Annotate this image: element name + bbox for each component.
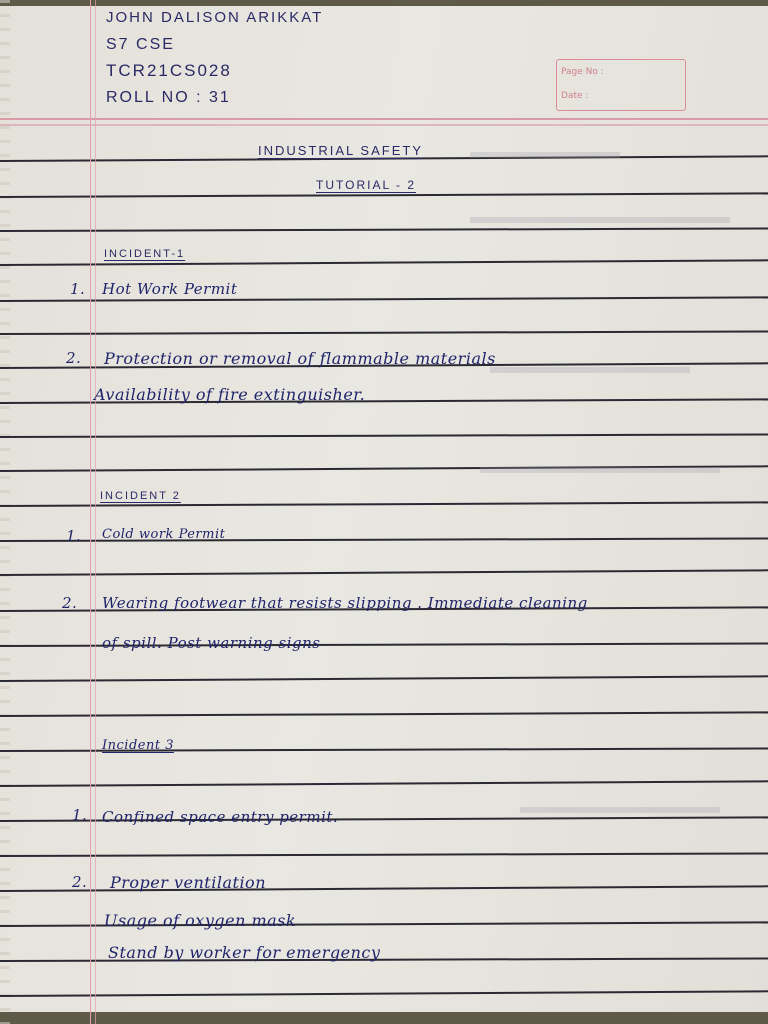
date-label: Date : bbox=[561, 91, 589, 101]
bleed-through-mark bbox=[480, 455, 720, 473]
register-number: TCR21CS028 bbox=[106, 61, 232, 80]
background-edge-bottom bbox=[0, 1012, 768, 1024]
ruled-line bbox=[0, 675, 768, 682]
bleed-through-mark bbox=[470, 205, 730, 223]
roll-number: ROLL NO : 31 bbox=[106, 89, 231, 106]
bleed-through-mark bbox=[520, 795, 720, 813]
ruled-line bbox=[0, 852, 768, 857]
incident-1-answer-1: Hot Work Permit bbox=[102, 280, 238, 298]
ruled-line bbox=[0, 711, 768, 717]
ruled-line bbox=[0, 227, 768, 232]
incident-2-answer-1: Cold work Permit bbox=[102, 527, 226, 542]
incident-1-heading: INCIDENT-1 bbox=[104, 248, 186, 260]
ruled-line bbox=[0, 780, 768, 787]
incident-3-heading: Incident 3 bbox=[102, 738, 174, 753]
top-margin-line bbox=[0, 118, 768, 120]
incident-1-answer-2-line-1: Protection or removal of flammable materials bbox=[104, 349, 496, 368]
answer-number: 1. bbox=[72, 806, 88, 824]
ruled-line bbox=[0, 501, 768, 507]
ruled-line bbox=[0, 433, 768, 438]
top-margin-line-2 bbox=[0, 124, 768, 126]
class-section: S7 CSE bbox=[106, 36, 175, 53]
binding-edge bbox=[0, 0, 10, 1024]
answer-number: 2. bbox=[62, 594, 78, 612]
ruled-line bbox=[0, 259, 768, 266]
answer-number: 1. bbox=[66, 527, 82, 545]
ruled-line bbox=[0, 569, 768, 576]
ruled-line bbox=[0, 192, 768, 198]
background-edge-top bbox=[0, 0, 768, 6]
tutorial-title: TUTORIAL - 2 bbox=[316, 178, 417, 192]
left-margin-line bbox=[90, 0, 91, 1024]
incident-2-answer-2-line-2: of spill. Post warning signs bbox=[102, 634, 321, 652]
incident-1-answer-2-line-2: Availability of fire extinguisher. bbox=[94, 385, 366, 404]
left-margin-line-2 bbox=[95, 0, 96, 1024]
answer-number: 1. bbox=[70, 280, 86, 298]
answer-number: 2. bbox=[72, 873, 88, 891]
page-no-label: Page No : bbox=[561, 67, 604, 77]
incident-3-answer-1: Confined space entry permit. bbox=[102, 808, 339, 826]
answer-number: 2. bbox=[66, 349, 82, 367]
incident-3-answer-2-line-1: Proper ventilation bbox=[110, 873, 266, 892]
ruled-line bbox=[0, 330, 768, 335]
incident-3-answer-2-line-2: Usage of oxygen mask bbox=[104, 911, 297, 930]
subject-title: INDUSTRIAL SAFETY bbox=[258, 143, 423, 158]
page-date-stamp bbox=[556, 59, 686, 111]
incident-2-heading: INCIDENT 2 bbox=[100, 490, 181, 502]
ruled-line bbox=[0, 990, 768, 997]
incident-3-answer-2-line-3: Stand by worker for emergency bbox=[108, 943, 381, 962]
incident-2-answer-2-line-1: Wearing footwear that resists slipping . Immediate cleaning bbox=[102, 594, 588, 612]
bleed-through-mark bbox=[490, 355, 690, 373]
bleed-through-mark bbox=[470, 140, 620, 158]
student-name: JOHN DALISON ARIKKAT bbox=[106, 9, 324, 26]
